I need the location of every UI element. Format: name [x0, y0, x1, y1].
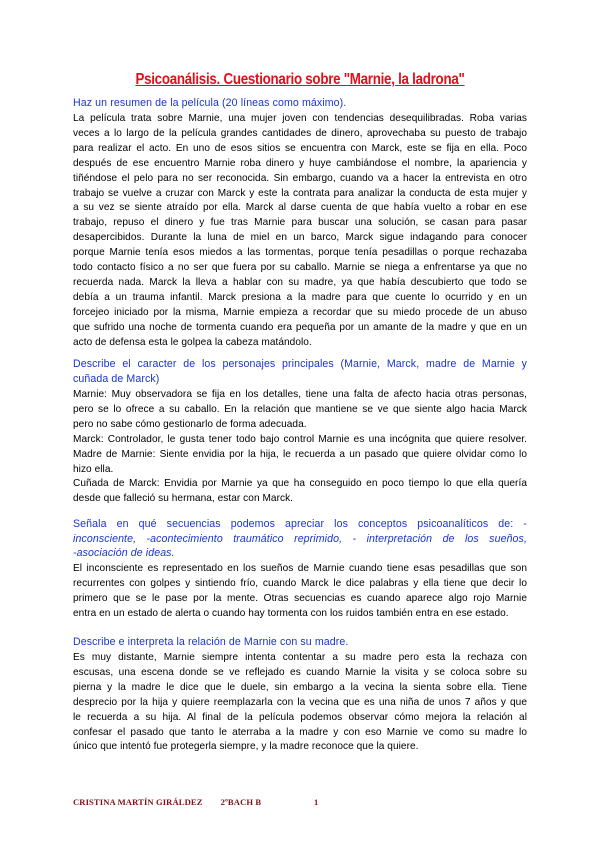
answer-line: desapercibidos. Durante la luna de miel en un barco, Marck sigue indagando para conocer — [73, 232, 527, 244]
answer-line: Es muy distante, Marnie siempre intenta contentar a su madre pero esta la rechaza con — [73, 652, 527, 663]
question-4 — [73, 635, 527, 650]
answer-line: único que intentó fue protegerla siempre, y la madre reconoce que la quiere. — [73, 741, 419, 753]
answer-line: pierna y la madre le dice que le duele, sin embargo a la vecina la sienta sobre ella. Tiene — [73, 681, 527, 693]
answer-line: entra en un estado de alerta o cuando hay tormenta con los ruidos también entra en ese estado. — [73, 607, 509, 619]
answer-line: para realizar el acto. En uno de esos sitios se encuentra con Marck, este se fija en ella. Poco — [73, 142, 527, 154]
answer-1 — [73, 112, 527, 351]
answer-2 — [73, 388, 527, 507]
footer-author: CRISTINA MARTÍN GIRÁLDEZ — [73, 797, 203, 807]
answer-line: trabajo, repuso el dinero y fue tras Marnie para buscar una solución, se casan para pasar — [73, 217, 527, 229]
question-line: Haz un resumen de la película (20 líneas como máximo). — [73, 97, 347, 109]
answer-line: todo contacto físico a no ser que fuera por su caballo. Marnie se niega a enfrentarse ya que no — [73, 262, 527, 274]
footer-author-course — [73, 797, 261, 807]
answer-line: recurrentes con golpes y sintiendo frío, cuando Marck le dice palabras y ella tiene que decir lo — [73, 577, 527, 589]
question-line: -asociación de ideas. — [73, 547, 175, 560]
answer-line: escusas, una escena donde se ve reflejado es cuando Marnie la visita y se coloca sobre su — [73, 666, 527, 678]
question-line: Señala en qué secuencias podemos apreciar los conceptos psicoanalíticos de: - — [73, 518, 527, 530]
answer-line: La película trata sobre Marnie, una mujer joven con tendencias desequilibradas. Roba varias — [73, 113, 527, 124]
page-number: 1 — [314, 797, 319, 807]
footer-course: 2ºBACH B — [220, 797, 262, 807]
answer-line: pero se lo ofrece a su caballo. En la relación que mantiene se ve que siente algo hacia Marck — [73, 403, 527, 415]
answer-line: acto de defensa esta le golpea la cabeza matándolo. — [73, 336, 312, 348]
answer-line: tiñéndose el pelo para no ser reconocida. Sin embargo, cuando va a hacer la entrevista en otro — [73, 172, 527, 184]
answer-line: después de ese encuentro Marnie roba dinero y huye cambiándose el nombre, la apariencia y — [73, 157, 527, 169]
question-line: inconsciente, -acontecimiento traumático reprimido, - interpretación de los sueños, — [73, 532, 527, 545]
answer-line: confesar el pasado que tanto le aterraba a la madre y con eso Marnie ve como su madre lo — [73, 726, 527, 738]
question-3 — [73, 517, 527, 561]
answer-line: Marck: Controlador, le gusta tener todo bajo control Marnie es una incógnita que quiere resolver. — [73, 433, 527, 445]
answer-line: pero no sabe cómo gestionarlo de forma adecuada. — [73, 418, 307, 430]
answer-3 — [73, 562, 527, 622]
answer-line: Madre de Marnie: Siente envidia por la hija, le recuerda a un pasado que quiere olvidar como lo — [73, 448, 527, 460]
answer-line: forcejeo iniciado por la misma, Marnie empieza a recordar que su miedo procede de un abuso — [73, 306, 527, 318]
answer-line: hizo ella. — [73, 463, 114, 475]
question-line: cuñada de Marck) — [73, 372, 160, 385]
answer-line: porque Marnie tenía esos miedos a las tormentas, porque tenía pesadillas o porque rechazaba — [73, 247, 527, 259]
answer-line: Cuñada de Marck: Envidia por Marnie ya que ha conseguido en poco tiempo lo que ella quería — [73, 478, 527, 490]
answer-line: Marnie: Muy observadora se fija en los detalles, tiene una falta de afecto hacia otras personas, — [73, 389, 527, 400]
answer-4 — [73, 651, 527, 755]
answer-line: le recuerda a su hija. Al final de la película podemos observar cómo mejora la relación al — [73, 711, 527, 723]
answer-line: trabajo se vuelve a cruzar con Marck y este la contrata para analizar la conducta de esta mujer y — [73, 187, 527, 199]
question-line: Describe el caracter de los personajes principales (Marnie, Marck, madre de Marnie y — [73, 358, 527, 370]
answer-line: desde que falleció su hermana, estar con Marck. — [73, 493, 294, 505]
answer-line: desprecio por la hija y quiere reemplazarla con la vecina que es una niña de unos 7 años y que — [73, 696, 527, 708]
question-1 — [73, 96, 527, 111]
question-2 — [73, 357, 527, 386]
answer-line: primero que se le pase por la mente. Otras secuencias es cuando aparece algo rojo Marnie — [73, 592, 527, 604]
question-line: Describe e interpreta la relación de Marnie con su madre. — [73, 636, 349, 648]
answer-line: debía a un trauma infantil. Marck presiona a la madre para que cuente lo ocurrido y en un — [73, 291, 527, 303]
answer-line: recuerda nada. Marck la lleva a hablar con su madre, ya que había descubierto que todo se — [73, 276, 527, 288]
answer-line: que sufrido una noche de tormenta cuando era pequeña por un amante de la madre y que en un — [73, 321, 527, 333]
answer-line: veces a lo largo de la película grandes cantidades de dinero, aprovechaba su puesto de trabajo — [73, 127, 527, 139]
document-title: Psicoanálisis. Cuestionario sobre "Marnie, la ladrona" — [135, 71, 465, 88]
answer-line: El inconsciente es representado en los sueños de Marnie cuando tiene esas pesadillas que son — [73, 563, 527, 574]
answer-line: a su vez se siente atraído por ella. Marck al darse cuenta de que había vuelto a robar en ese — [73, 202, 527, 214]
